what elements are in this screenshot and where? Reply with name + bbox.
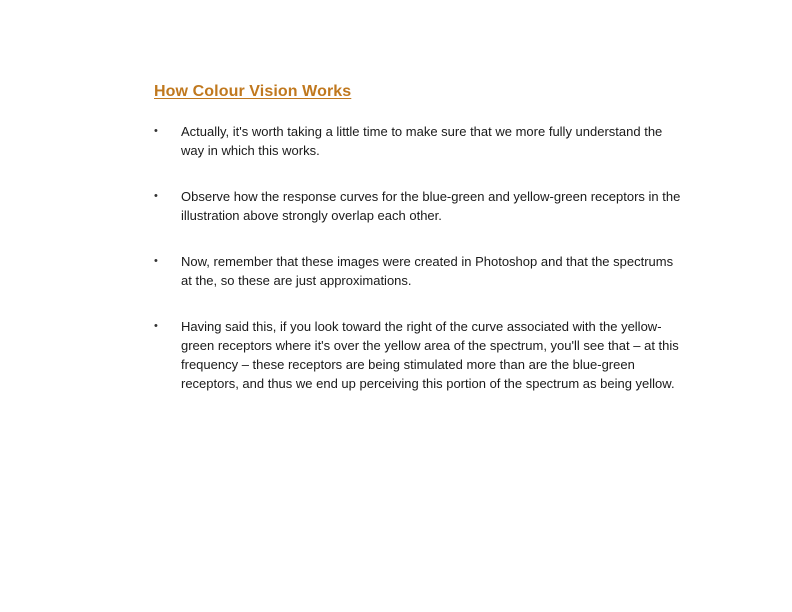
bullet-text: Actually, it's worth taking a little time to make sure that we more fully understand the way in which this works. [181,124,663,158]
bullet-dot-icon: • [154,320,158,332]
bullet-text: Having said this, if you look toward the right of the curve associated with the yellow-green receptors where it's over the yellow area of the spectrum, you'll see that – at this frequency – these receptors are being stimulated more than are the blue-green receptors, and thus we end up perceiving this portion of the spectrum as being yellow. [181,319,679,391]
bullet-text: Observe how the response curves for the blue-green and yellow-green receptors in the illustration above strongly overlap each other. [181,189,681,223]
bullet-dot-icon: • [154,255,158,267]
slide-title: How Colour Vision Works [154,83,352,100]
bullet-dot-icon: • [154,125,158,137]
bullet-dot-icon: • [154,190,158,202]
bullet-text: Now, remember that these images were created in Photoshop and that the spectrums at the, so these are just approximations. [181,254,674,288]
bullet-item [154,187,684,225]
bullet-item [154,252,684,290]
bullet-list [154,122,684,420]
bullet-item [154,122,684,160]
bullet-item [154,317,684,393]
